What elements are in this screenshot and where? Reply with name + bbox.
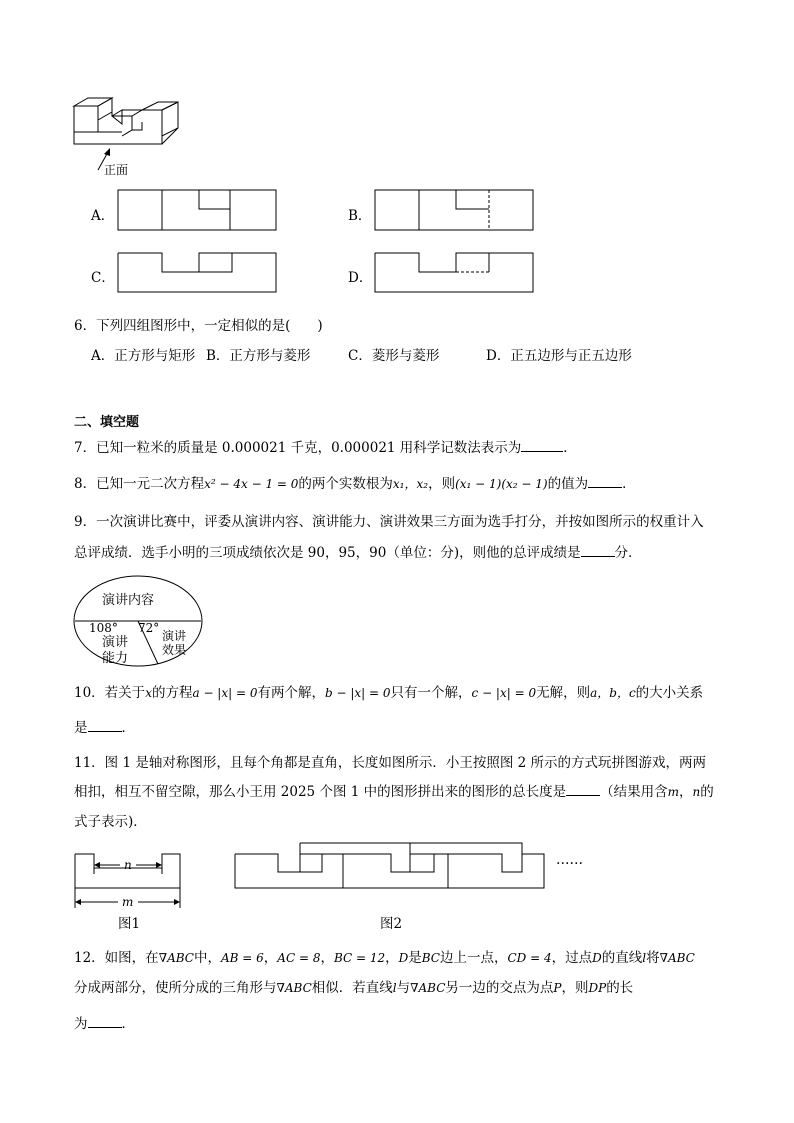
- angle-left: 108°: [89, 621, 118, 635]
- option-a-label: A．: [91, 208, 115, 224]
- option-b-view: [374, 189, 536, 233]
- q12-line-l-2: l: [392, 981, 397, 995]
- figure-2: [232, 840, 548, 892]
- q10-text-7: 是: [74, 720, 88, 736]
- q12-point-p: P: [553, 981, 562, 995]
- q8-equation: x² − 4x − 1 = 0: [204, 477, 299, 491]
- q12-segment-bc: BC: [421, 951, 440, 965]
- fig1-label-n: n: [124, 858, 132, 872]
- section-title: 二、填空题: [74, 415, 140, 430]
- q10-text-1: 10．若关于: [74, 685, 146, 701]
- q12-cd: CD = 4: [507, 951, 552, 965]
- q12-text-2: 中，: [193, 950, 221, 966]
- q11-answer-blank[interactable]: [566, 783, 600, 796]
- figure-2-caption: 图2: [380, 916, 403, 932]
- option-c-label: C．: [91, 270, 115, 286]
- option-c-view: [117, 250, 279, 296]
- q8-text-4: 的值为: [547, 476, 589, 492]
- q10-end: ．: [121, 720, 135, 736]
- q10-text-5: 无解，则: [536, 685, 591, 701]
- q8-end: ．: [622, 476, 636, 492]
- q8-expression: (x₁ − 1)(x₂ − 1): [455, 477, 548, 491]
- q12-end: ．: [121, 1016, 135, 1032]
- q10-line-1: [74, 681, 703, 701]
- q10-eq-3: c − |x| = 0: [471, 686, 537, 700]
- sector-right-l2: 效果: [162, 643, 187, 657]
- sector-left-l2: 能力: [102, 651, 129, 666]
- q11-comma: ，: [679, 784, 693, 800]
- q11-line-2: [74, 780, 714, 800]
- q12-line-2: [74, 976, 633, 996]
- q12-triangle-4: ∇ABC: [410, 981, 446, 995]
- option-a-view: [117, 189, 279, 233]
- q12-line-1: 12．如图，在∇ABC中，AB = 6，AC = 8，BC = 12，D是BC边上一点，CD = 4，过点D的直线l将∇ABC: [74, 950, 695, 966]
- q10-var: x: [145, 686, 152, 700]
- q8-text-3: ，则: [428, 476, 456, 492]
- q6-option-d: D．正五边形与正五边形: [486, 348, 632, 364]
- q9-line-2: [74, 541, 642, 561]
- q10-vars: a，b，c: [590, 686, 636, 700]
- q10-eq-1: a − |x| = 0: [192, 686, 258, 700]
- option-b-label: B．: [348, 208, 372, 224]
- q7-text: 7．已知一粒米的质量是 0.000021 千克，0.000021 用科学记数法表示为: [74, 440, 522, 456]
- q12-text-8: 分成两部分，使所分成的三角形与: [74, 980, 277, 996]
- q9-text: 总评成绩．选手小明的三项成绩依次是 90，95，90（单位：分)，则他的总评成绩是: [74, 545, 581, 561]
- q12-text-12: ，则: [561, 980, 589, 996]
- figure-2-dots: ……: [556, 852, 583, 868]
- option-d-view: [374, 250, 536, 296]
- q12-text-3: 是: [408, 950, 422, 966]
- q12-answer-blank[interactable]: [88, 1015, 122, 1028]
- q12-triangle-3: ∇ABC: [276, 981, 312, 995]
- q12-triangle-2: ∇ABC: [659, 951, 695, 965]
- q8-answer-blank[interactable]: [588, 475, 622, 488]
- q12-segment-dp: DP: [588, 981, 607, 995]
- fig1-label-m: m: [122, 895, 134, 909]
- q12-text-6: 的直线: [601, 950, 643, 966]
- figure-1-caption: 图1: [118, 916, 141, 932]
- q10-text-6: 的大小关系: [635, 685, 704, 701]
- q12-text-1: 12．如图，在: [74, 950, 159, 966]
- q10-text-2: 的方程: [151, 685, 193, 701]
- q12-text-10: 与: [396, 980, 411, 996]
- q12-text-7: 将: [646, 950, 660, 966]
- q6-stem: 6．下列四组图形中，一定相似的是( ): [74, 318, 323, 334]
- q6-option-c: C．菱形与菱形: [348, 348, 440, 364]
- q12-text-9: 相似．若直线: [311, 980, 393, 996]
- figure-1: [72, 848, 186, 912]
- q8-text-2: 的两个实数根为: [298, 476, 393, 492]
- q12-text-4: 边上一点，: [440, 950, 508, 966]
- q12-bc: BC = 12: [333, 951, 386, 965]
- q12-text-14: 为: [74, 1016, 88, 1032]
- sector-right-l1: 演讲: [162, 629, 187, 643]
- q7-end: ．: [563, 440, 577, 456]
- q12-point-d-2: D: [592, 951, 602, 965]
- q12-line-3: [74, 1012, 135, 1032]
- q12-line-l: l: [642, 951, 647, 965]
- q10-text-3: 有两个解，: [257, 685, 325, 701]
- sector-top-label: 演讲内容: [102, 593, 155, 608]
- q8-roots: x₁，x₂: [392, 477, 429, 491]
- q7-answer-blank[interactable]: [521, 439, 563, 452]
- q10-answer-blank[interactable]: [88, 719, 122, 732]
- q9-line-1: 9．一次演讲比赛中，评委从演讲内容、演讲能力、演讲效果三方面为选手打分，并按如图所示的权重计入: [74, 514, 704, 530]
- q10-eq-2: b − |x| = 0: [324, 686, 391, 700]
- sector-left-l1: 演讲: [102, 635, 129, 650]
- q6-option-b: B．正方形与菱形: [206, 348, 311, 364]
- q8: [74, 472, 636, 492]
- q10-text-4: 只有一个解，: [390, 685, 472, 701]
- front-label: 正面: [104, 163, 129, 177]
- q9-answer-blank[interactable]: [581, 544, 615, 557]
- q12-text-5: ，过点: [551, 950, 593, 966]
- q10-line-2: [74, 716, 135, 736]
- q11-var-m: m: [667, 785, 680, 799]
- q11-line-1: 11．图 1 是轴对称图形，且每个角都是直角，长度如图所示．小王按照图 2 所示的方式玩拼图游戏，两两: [74, 755, 707, 771]
- q12-ab: AB = 6: [220, 951, 264, 965]
- q11-line-3: 式子表示)．: [74, 814, 147, 830]
- q8-text-1: 8．已知一元二次方程: [74, 476, 205, 492]
- q6-option-a: A．正方形与矩形: [91, 348, 196, 364]
- q12-point-d: D: [398, 951, 409, 965]
- q11-text-1: 相扣，相互不留空隙，那么小王用 2025 个图 1 中的图形拼出来的图形的总长度是: [74, 784, 567, 800]
- weight-pie-chart: [72, 574, 206, 668]
- q11-text-3: 的: [700, 784, 714, 800]
- q11-text-2: （结果用含: [600, 784, 668, 800]
- option-d-label: D．: [348, 270, 373, 286]
- angle-right: 72°: [138, 621, 160, 635]
- q12-text-11: 另一边的交点为点: [445, 980, 554, 996]
- q12-triangle: ∇ABC: [158, 951, 194, 965]
- q12-text-13: 的长: [606, 980, 634, 996]
- q7: [74, 436, 577, 456]
- q11-var-n: n: [692, 785, 701, 799]
- q9-end: 分．: [614, 545, 642, 561]
- q12-ac: AC = 8: [277, 951, 321, 965]
